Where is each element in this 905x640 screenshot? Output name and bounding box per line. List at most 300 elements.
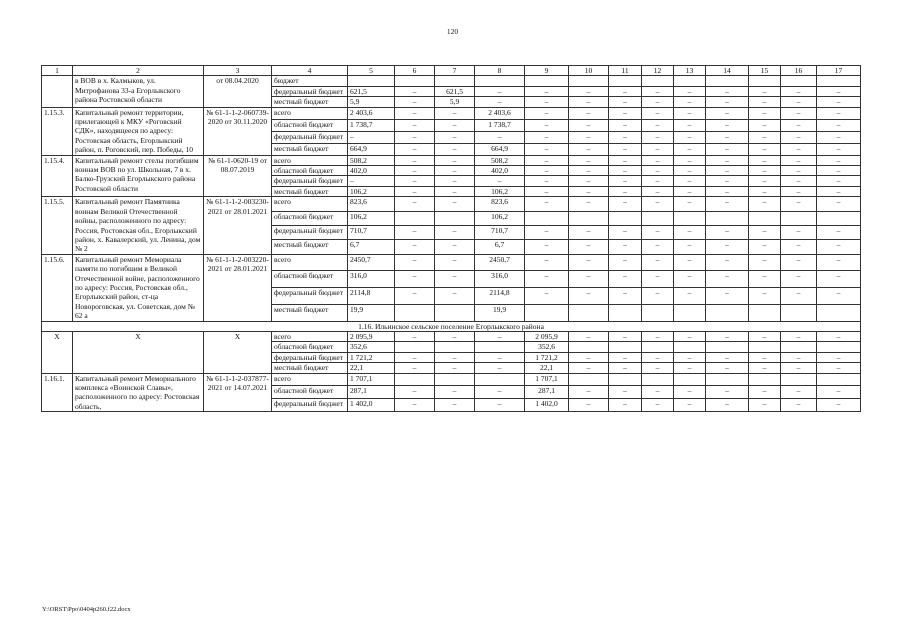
table-row [42, 331, 861, 341]
amount-cell: – [569, 226, 609, 240]
amount-cell: – [817, 86, 861, 96]
amount-cell [674, 211, 706, 225]
funding-source: всего [272, 373, 348, 386]
item-name: Капитальный ремонт Мемориала памяти по погибшим в Великой Отечественной войне, расположенного по адресу: Россия, Ростовская обл., Егорлыкский район, ст-ца Новороговская, ул. Советская, дом № 62 а [73, 254, 204, 321]
amount-cell: – [642, 131, 674, 143]
amount-cell: – [817, 399, 861, 412]
column-number: 14 [706, 66, 749, 76]
funding-source: бюджет [272, 76, 348, 86]
column-number: 11 [609, 66, 642, 76]
amount-cell: 5,9 [348, 97, 395, 107]
amount-cell: – [817, 226, 861, 240]
amount-cell: – [781, 97, 817, 107]
amount-cell: – [706, 271, 749, 288]
amount-cell: 352,6 [348, 342, 395, 352]
amount-cell: – [674, 143, 706, 155]
amount-cell: – [475, 86, 525, 96]
amount-cell: – [642, 363, 674, 373]
amount-cell: – [395, 271, 435, 288]
amount-cell: – [781, 331, 817, 341]
funding-source: местный бюджет [272, 143, 348, 155]
amount-cell: – [642, 352, 674, 362]
amount-cell: – [569, 271, 609, 288]
amount-cell [781, 76, 817, 86]
amount-cell: – [749, 186, 781, 196]
amount-cell: – [395, 143, 435, 155]
amount-cell: 19,9 [348, 304, 395, 321]
amount-cell: – [781, 86, 817, 96]
amount-cell: – [395, 288, 435, 305]
item-name: Капитальный ремонт стелы погибшим воинам ВОВ по ул. Школьная, 7 в х. Балко-Грузский Егорлыкского района Ростовской области [73, 155, 204, 197]
amount-cell: – [435, 399, 475, 412]
funding-source: всего [272, 331, 348, 341]
page-number: 120 [446, 27, 459, 36]
amount-cell [817, 373, 861, 386]
amount-cell: – [525, 186, 569, 196]
amount-cell: – [706, 186, 749, 196]
amount-cell: – [642, 119, 674, 131]
amount-cell: 1 707,1 [348, 373, 395, 386]
amount-cell: – [435, 119, 475, 131]
amount-cell: 106,2 [348, 186, 395, 196]
amount-cell: – [525, 143, 569, 155]
amount-cell: 1 402,0 [525, 399, 569, 412]
table-row [42, 373, 861, 386]
amount-cell: – [674, 86, 706, 96]
amount-cell: – [674, 186, 706, 196]
amount-cell: – [435, 107, 475, 119]
amount-cell: – [435, 166, 475, 176]
amount-cell [706, 211, 749, 225]
amount-cell [609, 342, 642, 352]
amount-cell: – [817, 186, 861, 196]
funding-source: федеральный бюджет [272, 288, 348, 305]
amount-cell: – [642, 143, 674, 155]
amount-cell: – [749, 119, 781, 131]
item-name: Капитальный ремонт Памятника воинам Великой Отечественной войны, расположенного по адресу: Россия, Ростовская обл., Егорлыкский район, х. Кавалерский, ул. Ленина, дом № 2 [73, 197, 204, 254]
amount-cell: 402,0 [348, 166, 395, 176]
amount-cell [817, 76, 861, 86]
amount-cell [395, 76, 435, 86]
amount-cell [395, 373, 435, 386]
column-number: 10 [569, 66, 609, 76]
amount-cell: – [749, 254, 781, 271]
amount-cell: – [674, 119, 706, 131]
amount-cell: – [674, 197, 706, 211]
amount-cell [749, 373, 781, 386]
amount-cell: – [609, 386, 642, 399]
column-number: 3 [204, 66, 272, 76]
amount-cell [609, 373, 642, 386]
amount-cell [435, 342, 475, 352]
amount-cell: – [348, 131, 395, 143]
amount-cell: – [674, 352, 706, 362]
amount-cell: – [525, 166, 569, 176]
amount-cell: – [706, 331, 749, 341]
amount-cell: – [435, 331, 475, 341]
amount-cell: 1 721,2 [525, 352, 569, 362]
amount-cell: – [475, 399, 525, 412]
amount-cell: – [435, 386, 475, 399]
amount-cell: – [674, 240, 706, 254]
amount-cell: – [749, 166, 781, 176]
amount-cell: – [525, 119, 569, 131]
amount-cell: – [609, 288, 642, 305]
amount-cell: – [674, 254, 706, 271]
amount-cell: – [525, 155, 569, 165]
funding-source: всего [272, 107, 348, 119]
funding-source: местный бюджет [272, 240, 348, 254]
item-number [42, 76, 73, 107]
amount-cell: – [706, 240, 749, 254]
amount-cell: – [475, 97, 525, 107]
amount-cell [395, 304, 435, 321]
amount-cell: – [706, 399, 749, 412]
amount-cell: – [817, 254, 861, 271]
amount-cell: – [706, 288, 749, 305]
amount-cell: – [781, 226, 817, 240]
amount-cell: – [674, 97, 706, 107]
funding-source: всего [272, 155, 348, 165]
amount-cell: – [525, 271, 569, 288]
amount-cell: – [435, 197, 475, 211]
amount-cell: 621,5 [348, 86, 395, 96]
amount-cell: – [609, 226, 642, 240]
column-number: 17 [817, 66, 861, 76]
amount-cell [435, 211, 475, 225]
amount-cell: – [706, 363, 749, 373]
amount-cell: 823,6 [475, 197, 525, 211]
amount-cell: – [674, 386, 706, 399]
amount-cell: – [435, 143, 475, 155]
column-number: 15 [749, 66, 781, 76]
amount-cell: – [817, 197, 861, 211]
amount-cell [435, 373, 475, 386]
amount-cell: – [395, 363, 435, 373]
column-number: 1 [42, 66, 73, 76]
amount-cell: – [569, 166, 609, 176]
amount-cell: – [525, 176, 569, 186]
amount-cell: – [569, 386, 609, 399]
table-row [42, 76, 861, 86]
amount-cell: – [674, 399, 706, 412]
amount-cell: – [674, 226, 706, 240]
amount-cell: – [781, 176, 817, 186]
amount-cell: – [609, 271, 642, 288]
amount-cell: – [569, 86, 609, 96]
amount-cell: – [395, 119, 435, 131]
column-number: 9 [525, 66, 569, 76]
amount-cell: 2114,8 [475, 288, 525, 305]
amount-cell: – [674, 131, 706, 143]
amount-cell: – [609, 363, 642, 373]
amount-cell: – [569, 107, 609, 119]
amount-cell: – [395, 240, 435, 254]
amount-cell: – [749, 107, 781, 119]
amount-cell [674, 342, 706, 352]
amount-cell: – [749, 386, 781, 399]
amount-cell: – [569, 155, 609, 165]
amount-cell [569, 211, 609, 225]
amount-cell [706, 76, 749, 86]
amount-cell: 6,7 [348, 240, 395, 254]
budget-table [41, 65, 861, 412]
amount-cell: – [609, 197, 642, 211]
column-number: 8 [475, 66, 525, 76]
amount-cell: – [525, 131, 569, 143]
funding-source: областной бюджет [272, 211, 348, 225]
funding-source: федеральный бюджет [272, 86, 348, 96]
amount-cell: – [395, 226, 435, 240]
amount-cell: – [781, 240, 817, 254]
amount-cell [642, 76, 674, 86]
amount-cell: – [475, 131, 525, 143]
amount-cell: – [435, 254, 475, 271]
amount-cell: 664,9 [475, 143, 525, 155]
amount-cell: – [817, 331, 861, 341]
amount-cell: – [706, 386, 749, 399]
amount-cell: – [674, 363, 706, 373]
item-name: в ВОВ в х. Калмыков, ул. Митрофанова 33-а Егорлыкского района Ростовской области [73, 76, 204, 107]
amount-cell: – [817, 131, 861, 143]
amount-cell: – [569, 143, 609, 155]
amount-cell: – [475, 386, 525, 399]
item-number: X [42, 331, 73, 373]
amount-cell: – [642, 166, 674, 176]
amount-cell: – [749, 143, 781, 155]
amount-cell [817, 211, 861, 225]
item-registration: № 61-1-1-2-003220-2021 от 28.01.2021 [204, 254, 272, 321]
amount-cell: – [435, 271, 475, 288]
amount-cell: 287,1 [348, 386, 395, 399]
amount-cell: – [609, 352, 642, 362]
amount-cell: – [781, 386, 817, 399]
amount-cell: – [781, 254, 817, 271]
amount-cell: – [642, 197, 674, 211]
amount-cell: – [525, 107, 569, 119]
amount-cell: 2450,7 [475, 254, 525, 271]
section-row [42, 321, 861, 331]
column-number: 6 [395, 66, 435, 76]
amount-cell: – [609, 176, 642, 186]
amount-cell: – [706, 86, 749, 96]
amount-cell: – [706, 143, 749, 155]
amount-cell: – [706, 119, 749, 131]
funding-source: областной бюджет [272, 119, 348, 131]
amount-cell: 2 403,6 [475, 107, 525, 119]
amount-cell: – [569, 363, 609, 373]
amount-cell: – [749, 399, 781, 412]
amount-cell: – [817, 107, 861, 119]
amount-cell [706, 342, 749, 352]
amount-cell [706, 304, 749, 321]
item-registration: X [204, 331, 272, 373]
funding-source: местный бюджет [272, 97, 348, 107]
item-name: Капитальный ремонт территории, прилегающей к МКУ «Роговский СДК», находящееся по адресу: Ростовская область, Егорлыкский район, п. Роговский, пер. Победы, 10 [73, 107, 204, 155]
amount-cell: – [435, 176, 475, 186]
amount-cell: – [781, 288, 817, 305]
amount-cell: – [674, 288, 706, 305]
amount-cell: – [674, 331, 706, 341]
amount-cell: – [525, 226, 569, 240]
column-number: 5 [348, 66, 395, 76]
amount-cell: – [642, 226, 674, 240]
amount-cell: – [475, 363, 525, 373]
amount-cell: – [749, 155, 781, 165]
amount-cell: 664,9 [348, 143, 395, 155]
amount-cell: – [674, 107, 706, 119]
amount-cell: – [781, 352, 817, 362]
amount-cell: – [706, 197, 749, 211]
amount-cell: 710,7 [348, 226, 395, 240]
amount-cell: – [674, 155, 706, 165]
amount-cell: – [609, 131, 642, 143]
amount-cell [569, 342, 609, 352]
amount-cell: 2 095,9 [348, 331, 395, 341]
amount-cell [781, 373, 817, 386]
amount-cell: – [817, 240, 861, 254]
amount-cell: – [569, 131, 609, 143]
amount-cell [525, 304, 569, 321]
amount-cell: 287,1 [525, 386, 569, 399]
amount-cell: – [817, 155, 861, 165]
column-number-row [42, 66, 861, 76]
amount-cell [817, 304, 861, 321]
table-row [42, 107, 861, 119]
item-number: 1.15.4. [42, 155, 73, 197]
amount-cell: – [569, 399, 609, 412]
amount-cell: – [642, 155, 674, 165]
amount-cell: – [817, 386, 861, 399]
amount-cell: – [609, 119, 642, 131]
amount-cell [435, 76, 475, 86]
amount-cell: 1 707,1 [525, 373, 569, 386]
amount-cell: – [609, 331, 642, 341]
amount-cell: – [817, 176, 861, 186]
amount-cell: – [475, 331, 525, 341]
amount-cell: – [781, 271, 817, 288]
amount-cell: – [781, 166, 817, 176]
amount-cell: – [706, 254, 749, 271]
amount-cell: – [642, 399, 674, 412]
amount-cell [435, 304, 475, 321]
amount-cell [525, 76, 569, 86]
funding-source: областной бюджет [272, 166, 348, 176]
amount-cell: – [817, 97, 861, 107]
amount-cell [781, 342, 817, 352]
item-registration: № 61-1-0620-19 от 08.07.2019 [204, 155, 272, 197]
funding-source: федеральный бюджет [272, 399, 348, 412]
funding-source: местный бюджет [272, 363, 348, 373]
amount-cell: – [749, 363, 781, 373]
amount-cell: – [435, 155, 475, 165]
amount-cell: – [817, 166, 861, 176]
amount-cell: – [781, 143, 817, 155]
amount-cell: 402,0 [475, 166, 525, 176]
column-number: 7 [435, 66, 475, 76]
amount-cell: – [642, 288, 674, 305]
amount-cell: 2 095,9 [525, 331, 569, 341]
amount-cell: – [609, 86, 642, 96]
amount-cell: – [395, 166, 435, 176]
amount-cell: – [395, 155, 435, 165]
amount-cell: – [749, 176, 781, 186]
amount-cell: – [781, 131, 817, 143]
amount-cell: – [642, 271, 674, 288]
amount-cell: – [642, 331, 674, 341]
amount-cell: – [781, 186, 817, 196]
amount-cell: – [749, 226, 781, 240]
amount-cell: – [569, 186, 609, 196]
amount-cell [395, 342, 435, 352]
amount-cell: – [706, 226, 749, 240]
amount-cell: 1 738,7 [348, 119, 395, 131]
amount-cell [749, 304, 781, 321]
amount-cell: 106,2 [475, 186, 525, 196]
amount-cell: – [674, 166, 706, 176]
amount-cell: – [609, 399, 642, 412]
amount-cell [749, 76, 781, 86]
amount-cell [525, 211, 569, 225]
amount-cell [475, 342, 525, 352]
amount-cell: – [569, 352, 609, 362]
amount-cell: 6,7 [475, 240, 525, 254]
amount-cell [395, 211, 435, 225]
amount-cell: – [642, 240, 674, 254]
amount-cell: – [435, 186, 475, 196]
amount-cell: – [569, 119, 609, 131]
column-number: 2 [73, 66, 204, 76]
amount-cell: 106,2 [348, 211, 395, 225]
amount-cell: – [609, 107, 642, 119]
item-number: 1.15.5. [42, 197, 73, 254]
amount-cell: – [706, 107, 749, 119]
amount-cell: – [749, 97, 781, 107]
item-registration: № 61-1-1-2-060739-2020 от 30.11.2020 [204, 107, 272, 155]
amount-cell: – [609, 97, 642, 107]
amount-cell: – [817, 363, 861, 373]
amount-cell [749, 211, 781, 225]
amount-cell: – [435, 288, 475, 305]
amount-cell: 352,6 [525, 342, 569, 352]
amount-cell: – [395, 97, 435, 107]
amount-cell: – [749, 86, 781, 96]
amount-cell: – [395, 352, 435, 362]
amount-cell: – [749, 271, 781, 288]
amount-cell: – [525, 254, 569, 271]
amount-cell [674, 76, 706, 86]
amount-cell [706, 373, 749, 386]
amount-cell [642, 304, 674, 321]
amount-cell [642, 373, 674, 386]
amount-cell [642, 211, 674, 225]
item-registration: от 08.04.2020 [204, 76, 272, 107]
amount-cell: – [609, 186, 642, 196]
amount-cell: – [525, 197, 569, 211]
table-row [42, 254, 861, 271]
amount-cell: – [749, 197, 781, 211]
amount-cell [569, 373, 609, 386]
column-number: 12 [642, 66, 674, 76]
amount-cell: – [435, 352, 475, 362]
amount-cell: – [395, 197, 435, 211]
amount-cell: 5,9 [435, 97, 475, 107]
amount-cell: 508,2 [348, 155, 395, 165]
funding-source: местный бюджет [272, 304, 348, 321]
amount-cell: – [781, 119, 817, 131]
amount-cell: – [817, 143, 861, 155]
amount-cell: – [706, 155, 749, 165]
